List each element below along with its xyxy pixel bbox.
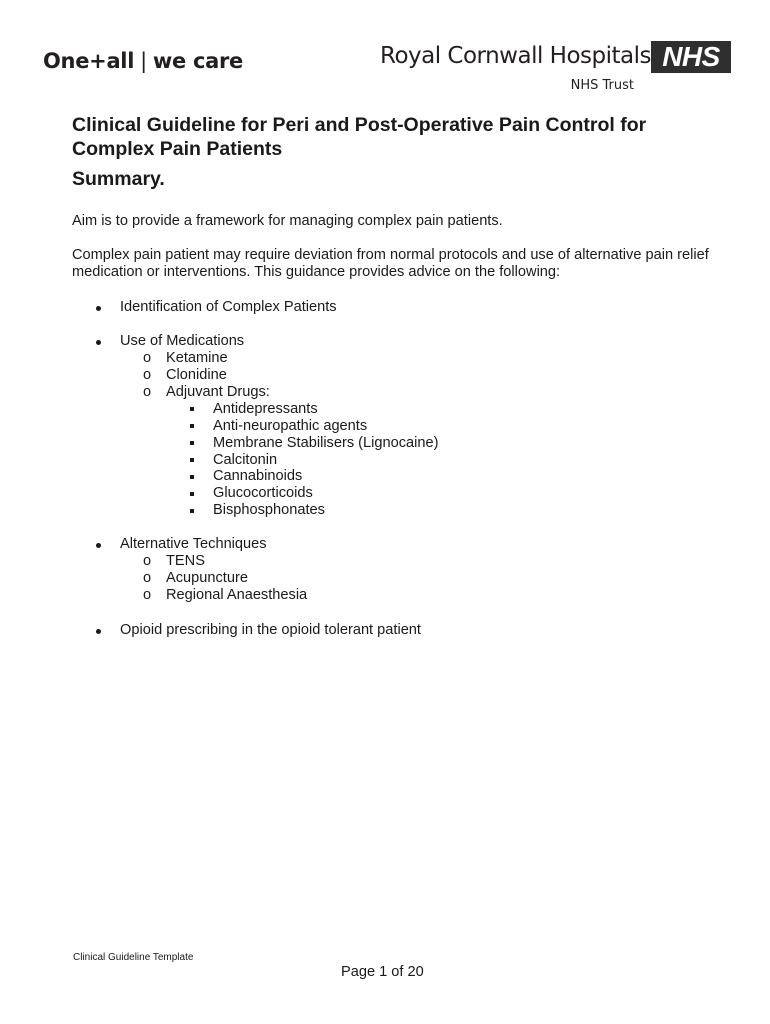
slogan: [43, 49, 243, 73]
org-name: Royal Cornwall Hospitals: [380, 43, 652, 69]
list-item: Cannabinoids: [213, 468, 303, 484]
summary-heading: Summary.: [72, 168, 165, 190]
aim-paragraph: Aim is to provide a framework for managing complex pain patients.: [72, 213, 503, 229]
square-bullet-icon: [190, 407, 194, 411]
sub-bullet-icon: o: [143, 367, 152, 383]
list-item: Anti-neuropathic agents: [213, 418, 368, 434]
square-bullet-icon: [190, 441, 194, 445]
slogan-right: we care: [152, 49, 243, 73]
page-number: Page 1 of 20: [341, 964, 424, 980]
sub-bullet-icon: o: [143, 553, 152, 569]
list-item: Calcitonin: [213, 452, 278, 468]
slogan-separator: |: [140, 49, 147, 73]
list-item: Ketamine: [166, 350, 228, 366]
list-item: Antidepressants: [213, 401, 318, 417]
sub-bullet-icon: o: [143, 384, 152, 400]
list-item: Clonidine: [166, 367, 227, 383]
list-item: Identification of Complex Patients: [120, 299, 337, 315]
list-item: TENS: [166, 553, 205, 569]
list-item: Opioid prescribing in the opioid tolerant patient: [120, 622, 421, 638]
list-item: Glucocorticoids: [213, 485, 313, 501]
list-item: Membrane Stabilisers (Lignocaine): [213, 435, 439, 451]
square-bullet-icon: [190, 492, 194, 496]
sub-bullet-icon: o: [143, 587, 152, 603]
sub-bullet-icon: o: [143, 350, 152, 366]
list-item: Adjuvant Drugs:: [166, 384, 270, 400]
intro-paragraph: Complex pain patient may require deviation from normal protocols and use of alternative pain relief medication or interventions. This guidance provides advice on the following:: [72, 247, 709, 280]
footer-template-label: Clinical Guideline Template: [73, 952, 194, 963]
square-bullet-icon: [190, 424, 194, 428]
list-item: Regional Anaesthesia: [166, 587, 308, 603]
org-subtitle: NHS Trust: [570, 78, 634, 93]
list-item: Use of Medications: [120, 333, 245, 349]
square-bullet-icon: [190, 458, 194, 462]
bullet-icon: [96, 629, 101, 634]
nhs-logo: NHS: [651, 41, 731, 73]
page-title: Clinical Guideline for Peri and Post-Operative Pain Control for Complex Pain Patients: [72, 114, 647, 160]
bullet-icon: [96, 340, 101, 345]
sub-bullet-icon: o: [143, 570, 152, 586]
slogan-left: One+all: [43, 49, 135, 73]
bullet-icon: [96, 543, 101, 548]
list-item: Bisphosphonates: [213, 502, 325, 518]
bullet-icon: [96, 306, 101, 311]
list-item: Alternative Techniques: [120, 536, 267, 552]
list-item: Acupuncture: [166, 570, 248, 586]
square-bullet-icon: [190, 475, 194, 479]
square-bullet-icon: [190, 509, 194, 513]
